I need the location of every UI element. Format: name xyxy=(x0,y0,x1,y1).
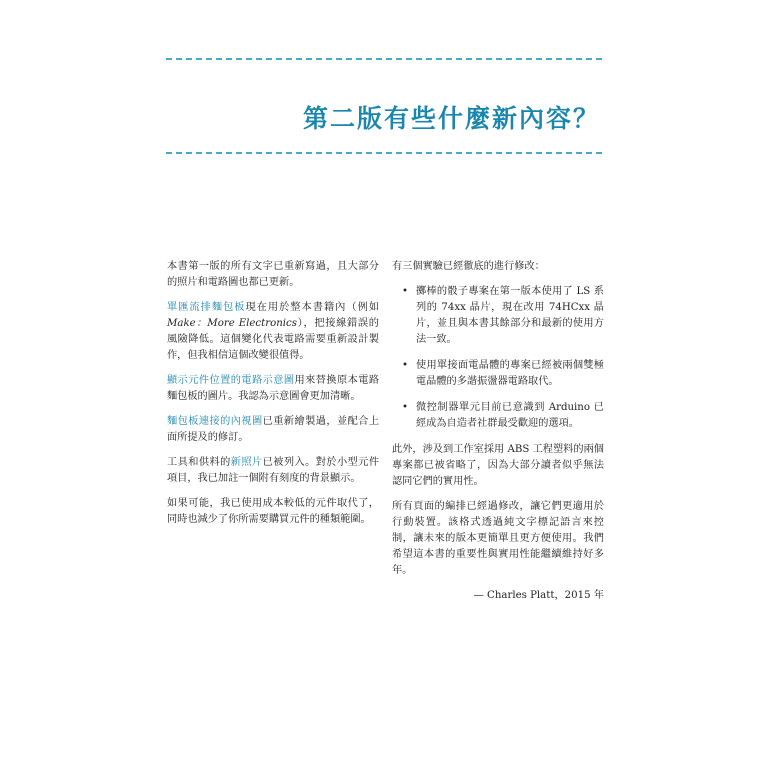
highlight-term: 麵包板連接的內視圖 xyxy=(167,416,263,427)
paragraph-text: 已重新繪製過，並配合上面所提及的修訂。 xyxy=(167,416,380,443)
paragraph-text: 工具和供料的 xyxy=(167,457,231,468)
bottom-dashed-rule xyxy=(166,152,602,154)
paragraph-text: 現在用於整本書籍內（例如 xyxy=(245,302,380,313)
highlight-term: 新照片 xyxy=(230,457,263,468)
signature: — Charles Platt，2015 年 xyxy=(473,590,604,601)
top-dashed-rule xyxy=(166,58,602,60)
page-title: 第二版有些什麼新內容？ xyxy=(302,104,600,133)
right-column xyxy=(392,259,604,613)
highlight-term: 顯示元件位置的電路示意圖 xyxy=(167,375,295,386)
changes-list xyxy=(392,284,604,432)
intro-paragraph: 有三個實驗已經徹底的進行修改： xyxy=(392,261,545,272)
paragraph-6: 如果可能，我已使用成本較低的元件取代了，同時也減少了你所需要購買元件的種類範圍。 xyxy=(167,498,379,525)
list-item: • 使用單接面電晶體的專案已經被兩個雙極電晶體的多諧振盪器電路取代。 xyxy=(392,358,604,390)
list-item: • 擲棒的骰子專案在第一版本使用了 LS 系列的 74xx 晶片，現在改用 74HCxx 晶片，並且與本書其餘部分和最新的使用方法一致。 xyxy=(392,284,604,348)
paragraph-text: 用來替換原本電路麵包板的圖片。我認為示意圖會更加清晰。 xyxy=(167,375,380,402)
paragraph-1: 本書第一版的所有文字已重新寫過，且大部分的照片和電路圖也都已更新。 xyxy=(167,261,379,288)
paragraph-2 xyxy=(167,300,379,364)
left-column xyxy=(167,259,379,537)
paragraph-text: 已被列入。對於小型元件項目，我已加註一個附有刻度的背景顯示。 xyxy=(167,457,380,484)
book-title: Make：More Electronics xyxy=(167,318,297,329)
list-item: • 微控制器單元目前已意識到 Arduino 已經成為自造者社群最受歡迎的選項。 xyxy=(392,400,604,432)
paragraph-layout: 所有頁面的編排已經過修改，讓它們更適用於行動裝置。該格式透過純文字標記語言來控制，讓未來的版本更簡單且更方便使用。我們希望這本書的重要性與實用性能繼續維持好多年。 xyxy=(392,501,604,576)
paragraph-5 xyxy=(167,455,379,487)
highlight-term: 單匯流排麵包板 xyxy=(167,302,246,313)
paragraph-4 xyxy=(167,414,379,446)
paragraph-omitted-projects: 此外，涉及到工作室採用 ABS 工程塑料的兩個專案都已被省略了，因為大部分讀者似乎無法認同它們的實用性。 xyxy=(392,444,604,487)
paragraph-3 xyxy=(167,373,379,405)
paragraph-text: ），把接線錯誤的風險降低。這個變化代表電路需要重新設計製作，但我相信這個改變很值得。 xyxy=(167,318,379,361)
